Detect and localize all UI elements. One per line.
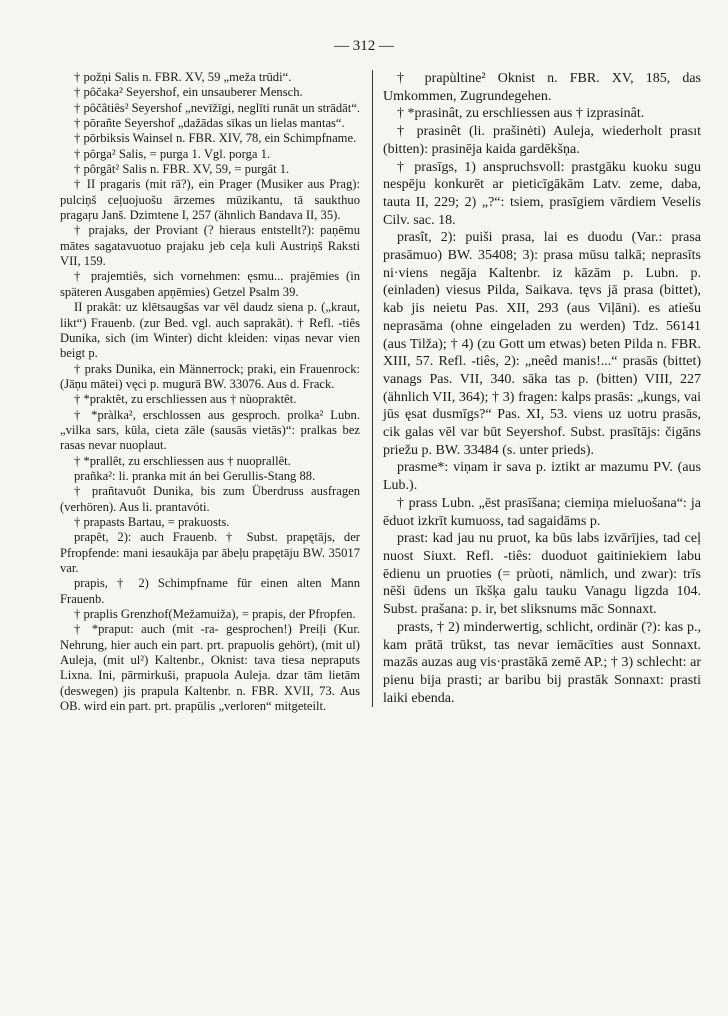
- dictionary-entry: prasts, † 2) minderwertig, schlicht, ordinär (?): kas p., kam prātā trūkst, tas nevar iemācīties aust Sonnaxt. mazās auzas aug vis·prastākā zemē AP.; † 3) schlecht: ar pienu bija prasti; ar baribu bij prastāk Sonnaxt: prasti laiki ebenda.: [383, 619, 701, 706]
- dictionary-entry: † prañtavuôt Dunika, bis zum Überdruss ausfragen (verhören). Aus li. prantavóti.: [60, 484, 360, 514]
- dictionary-entry: † prapùltine² Oknist n. FBR. XV, 185, das Umkommen, Zugrundegehen.: [383, 71, 701, 104]
- dictionary-entry: † praplis Grenzhof(Mežamuiža), = prapis, der Pfropfen.: [74, 607, 356, 622]
- dictionary-entry: † prasīgs, 1) anspruchsvoll: prastgāku kuoku sugu nespēju konkurēt ar pieticīgākām Latv. zeme, daba, tauta II, 229; 2) „?“: tsiem, prasīgiem vārdiem Veselis Cilv. sac. 18.: [383, 159, 701, 228]
- dictionary-entry: † prapasts Bartau, = prakuosts.: [74, 514, 230, 529]
- dictionary-entry: prasme*: viņam ir sava p. iztikt ar mazumu PV. (aus Lub.).: [383, 460, 701, 494]
- dictionary-entry: † prajemtiês, sich vornehmen: ęsmu... prajēmies (in späteren Ausgaben apņēmies) Getzel Psalm 39.: [60, 269, 360, 299]
- dictionary-entry: † praks Dunika, ein Männerrock; praki, ein Frauenrock: (Jāņu mātei) vęci p. mugurā BW. 33076. Aus d. Frack.: [60, 361, 360, 391]
- dictionary-entry: † pôrgât² Salis n. FBR. XV, 59, = purgât 1.: [74, 162, 290, 177]
- page-number: — 312 —: [334, 38, 394, 54]
- dictionary-entry: † *praput: auch (mit -ra- gesprochen!) Preiļi (Kur. Nehrung, hier auch ein part. prt. prapuolis gehört), (mit ul) Auleja, (mit ul²) Kaltenbr., Oknist: tava tiesa nepraputs Lixna. Ini, pārmirkuši, prapuola Auleja. dzar tām lietām (deswegen) jis prapula Kaltenbr. n. FBR. XVII, 73. Aus OB. wird ein part. prt. prapūlis „verloren“ mitgeteilt.: [60, 622, 360, 714]
- left-column: [60, 70, 360, 714]
- dictionary-entry: † požņi Salis n. FBR. XV, 59 „meža trūdi“.: [74, 70, 292, 84]
- dictionary-entry: † pōrbiksis Wainsel n. FBR. XIV, 78, ein Schimpfname.: [74, 131, 357, 146]
- dictionary-entry: prapis, † 2) Schimpfname für einen alten Mann Frauenb.: [60, 576, 360, 606]
- dictionary-entry: † pôrga² Salis, = purga 1. Vgl. porga 1.: [74, 146, 271, 161]
- dictionary-entry: † *prasinât, zu erschliessen aus † izprasinât.: [397, 106, 645, 122]
- dictionary-entry: † *prallêt, zu erschliessen aus † nuoprallêt.: [74, 453, 291, 468]
- dictionary-entry: II prakât: uz klētsaugšas var vēl daudz siena p. („kraut, likt“) Frauenb. (zur Bed. vgl. auch saprakât). † Refl. -tiês Dunika, sich (im Winter) dicht kleiden: viņas nevar vien beigt p.: [60, 300, 360, 361]
- dictionary-entry: † pōrañte Seyershof „dažādas sīkas un lielas mantas“.: [74, 116, 345, 131]
- dictionary-entry: prañka²: li. pranka mit án bei Gerullis-Stang 88.: [74, 468, 316, 483]
- dictionary-entry: prapêt, 2): auch Frauenb. † Subst. prapętājs, der Pfropfende: mani iesaukāja par ābeļu prapętāju BW. 35017 var.: [60, 530, 360, 575]
- dictionary-entry: † II pragaris (mit rā?), ein Prager (Musiker aus Prag): pulciņš ceļuojuošu ārzemes mūzikantu, tā saukthuo pragaŗu Janš. Dzimtene I, 257 (ähnlich Bandava II, 35).: [60, 177, 360, 223]
- right-column: [372, 70, 701, 707]
- dictionary-entry: prasît, 2): puiši prasa, lai es duodu (Var.: prasa prasāmuo) BW. 35408; 3): prasa mūsu talkā; neprasīts ni·viens negāja Kaltenbr. iz kāzām p. Lubn. p. (einladen) viesus Pilda, Saikava. tęvs jā prasa (bittet), kab jis neietu Pas. XII, 293 (aus Viļāni). es atiešu neprasāma (ohne eingeladen zu werden) Tdz. 56141 (aus Tilža); † 4) (zu Gott um etwas) beten Pilda n. FBR. XIII, 57. Refl. -tiês, 2): „neêd manis!...“ prasās (bittet) vanags Pas. VII, 340. sāka tas p. (bitten) VIII, 227 (ähnlich VII, 364); † 3) fragen: kalps prasās: „kungs, vai jūs ęsat dusmīgs?“ Pas. XI, 53. viens uz uotru prasās, cik galas vēl var būt Seyershof. Subst. prasītājs: čigāns priežu p. BW. 33484 (s. unter prieds).: [383, 230, 701, 458]
- dictionary-entry: † prajaks, der Proviant (? hieraus entstellt?): paņēmu mātes sagatavuotuo prajaku jeb ceļa kuli Austriņš Raksti VII, 159.: [60, 223, 360, 269]
- dictionary-entry: † *pràlka², erschlossen aus gesproch. prolka² Lubn. „vilka sars, kūla, cieta zāle (sausās vietās)“: pralkas bez rasas nevar nuoplaut.: [60, 407, 360, 453]
- dictionary-entry: prast: kad jau nu pruot, ka būs labs izvārījies, tad ceļ nuost Siuxt. Refl. -tiês: duoduot gaitiniekiem labu ēdienu un pruoties (= prùoti, nämlich, und zwar): trīs nēši ūdens un īkšķa galu tauku Vanagu ligzda 104. Subst. prašana: p. ir, bet sliksnums māc Sonnaxt.: [383, 531, 701, 618]
- dictionary-entry: † prass Lubn. „ēst prasīšana; ciemiņa mieluošana“: ja ēduot izkrīt kumuoss, tad sagaidāms p.: [383, 495, 701, 529]
- dictionary-entry: † prasinêt (li. prašinėti) Auleja, wiederholt prasıt (bitten): prasinēja kaida gardēkšņa.: [383, 124, 701, 157]
- dictionary-entry: † *praktêt, zu erschliessen aus † nùopraktêt.: [74, 392, 297, 407]
- dictionary-entry: † pôčâtiês² Seyershof „nevīžīgi, neglīti runāt un strādāt“.: [74, 100, 360, 115]
- dictionary-entry: † pôčaka² Seyershof, ein unsauberer Mensch.: [74, 85, 303, 100]
